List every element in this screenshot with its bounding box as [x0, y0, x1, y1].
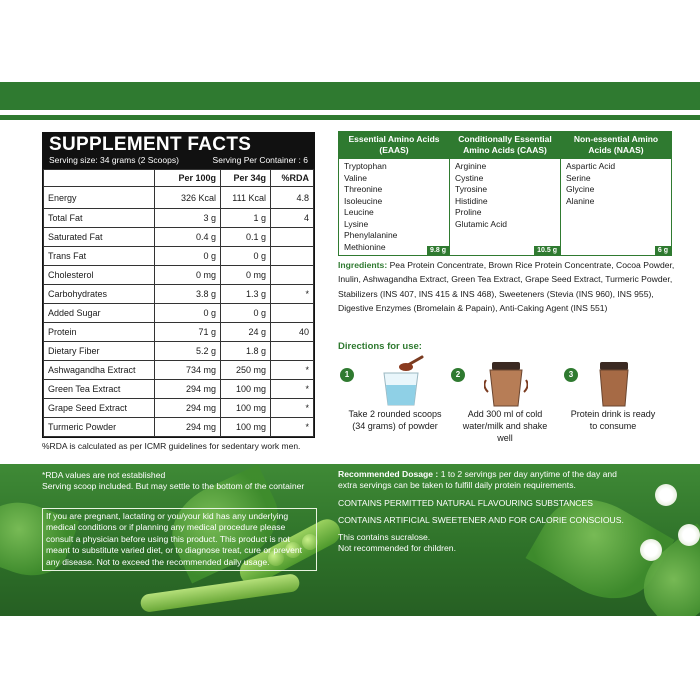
nutrition-row — [44, 209, 314, 228]
sucralose-statement: This contains sucralose. — [338, 532, 431, 543]
supplement-facts-header — [43, 133, 314, 169]
dosage-section — [338, 469, 638, 555]
supplement-facts-panel — [42, 132, 315, 438]
nutrient-name: Grape Seed Extract — [44, 399, 155, 418]
amino-acid-column — [339, 132, 450, 255]
rda-value: * — [271, 418, 314, 437]
amino-acid-item: Arginine — [455, 161, 487, 171]
amino-acid-list — [450, 159, 560, 232]
nutrient-name: Total Fat — [44, 209, 155, 228]
amino-acid-amount-badge: 6 g — [655, 246, 671, 255]
column-header — [44, 170, 155, 187]
recommended-dosage — [338, 469, 638, 492]
amino-acid-item: Lysine — [344, 218, 369, 229]
flavouring-statement: CONTAINS PERMITTED NATURAL FLAVOURING SUBSTANCES — [338, 497, 593, 508]
serving-size: Serving size: 34 grams (2 Scoops) — [49, 155, 179, 165]
per-100g-value: 3 g — [155, 209, 221, 228]
per-34g-value: 0 g — [221, 304, 271, 323]
per-34g-value: 0 mg — [221, 266, 271, 285]
nutrition-row — [44, 418, 314, 437]
column-header: Per 100g — [155, 170, 221, 187]
rda-calculation-note: %RDA is calculated as per ICMR guidelines for sedentary work men. — [42, 441, 301, 451]
amino-acid-item: Glutamic Acid — [455, 218, 507, 229]
directions-title: Directions for use: — [338, 341, 422, 352]
rda-value — [271, 304, 314, 323]
nutrition-row — [44, 399, 314, 418]
nutrition-row — [44, 285, 314, 304]
nutrition-row — [44, 380, 314, 399]
column-header: Per 34g — [221, 170, 271, 187]
column-header: %RDA — [271, 170, 314, 187]
per-34g-value: 1 g — [221, 209, 271, 228]
nutrition-row — [44, 266, 314, 285]
nutrition-row — [44, 228, 314, 247]
amino-acid-list — [339, 159, 449, 255]
per-100g-value: 734 mg — [155, 361, 221, 380]
usage-notes — [42, 470, 317, 493]
nutrient-name: Dietary Fiber — [44, 342, 155, 361]
serving-info — [49, 155, 308, 166]
ingredients-text: Pea Protein Concentrate, Brown Rice Protein Concentrate, Cocoa Powder, Inulin, Ashwagandha Extract, Green Tea Extract, Grape Seed Extract, Turmeric Powder, Stabilizers (INS 407, INS 415 & INS 468), Sweeteners (Stevia (INS 960), INS 955), Digestive Enzymes (Bromelain & Papain), Anti-Caking Agent (INS 551) — [338, 260, 675, 313]
amino-acid-item: Leucine — [344, 207, 374, 217]
rda-value — [271, 266, 314, 285]
thin-green-stripe — [0, 115, 700, 120]
per-100g-value: 71 g — [155, 323, 221, 342]
amino-acid-item: Isoleucine — [344, 195, 383, 206]
per-34g-value: 111 Kcal — [221, 187, 271, 209]
supplement-facts-title: SUPPLEMENT FACTS — [49, 134, 252, 155]
nutrition-row — [44, 342, 314, 361]
nutrition-row — [44, 361, 314, 380]
amino-acid-item: Glycine — [566, 184, 595, 194]
servings-per-container: Serving Per Container : 6 — [212, 155, 308, 165]
per-34g-value: 0 g — [221, 247, 271, 266]
children-warning: Not recommended for children. — [338, 543, 456, 554]
scoop-into-glass-icon — [378, 355, 428, 407]
rda-value — [271, 342, 314, 361]
per-100g-value: 5.2 g — [155, 342, 221, 361]
per-100g-value: 294 mg — [155, 399, 221, 418]
per-34g-value: 100 mg — [221, 380, 271, 399]
nutrient-name: Saturated Fat — [44, 228, 155, 247]
amino-acid-header: Essential Amino Acids (EAAS) — [339, 132, 449, 159]
protein-drink-icon — [594, 358, 634, 408]
amino-acid-item: Aspartic Acid — [566, 161, 616, 171]
per-100g-value: 326 Kcal — [155, 187, 221, 209]
amino-acid-item: Cystine — [455, 172, 484, 183]
dosage-label: Recommended Dosage : — [338, 469, 439, 479]
rda-value — [271, 228, 314, 247]
per-34g-value: 0.1 g — [221, 228, 271, 247]
pea-flower-decoration — [655, 484, 677, 506]
amino-acid-item: Tryptophan — [344, 161, 387, 171]
amino-acid-list — [561, 159, 671, 209]
sweetener-statement: CONTAINS ARTIFICIAL SWEETENER AND FOR CALORIE CONSCIOUS. — [338, 514, 624, 525]
nutrient-name: Carbohydrates — [44, 285, 155, 304]
amino-acid-item: Histidine — [455, 195, 488, 206]
pea-pod-decoration — [140, 573, 301, 613]
amino-acid-amount-badge: 9.8 g — [427, 246, 449, 255]
amino-acid-item: Alanine — [566, 195, 595, 206]
rda-value — [271, 247, 314, 266]
amino-acid-item: Tyrosine — [455, 184, 488, 194]
per-100g-value: 0 mg — [155, 266, 221, 285]
per-100g-value: 294 mg — [155, 380, 221, 399]
rda-value: * — [271, 285, 314, 304]
per-34g-value: 250 mg — [221, 361, 271, 380]
amino-acid-table — [338, 131, 672, 256]
nutrition-row — [44, 187, 314, 209]
shaker-icon — [484, 358, 528, 408]
per-100g-value: 3.8 g — [155, 285, 221, 304]
amino-acid-header: Non-essential Amino Acids (NAAS) — [561, 132, 671, 159]
per-34g-value: 1.3 g — [221, 285, 271, 304]
nutrient-name: Green Tea Extract — [44, 380, 155, 399]
per-34g-value: 100 mg — [221, 399, 271, 418]
per-100g-value: 294 mg — [155, 418, 221, 437]
per-100g-value: 0 g — [155, 304, 221, 323]
per-34g-value: 24 g — [221, 323, 271, 342]
rda-value: 40 — [271, 323, 314, 342]
step-text: Add 300 ml of cold water/milk and shake well — [462, 409, 548, 443]
per-100g-value: 0.4 g — [155, 228, 221, 247]
nutrient-name: Ashwagandha Extract — [44, 361, 155, 380]
rda-value: * — [271, 399, 314, 418]
rda-value: 4.8 — [271, 187, 314, 209]
nutrition-table — [43, 169, 314, 437]
nutrition-row — [44, 247, 314, 266]
amino-acid-amount-badge: 10.5 g — [534, 246, 560, 255]
per-34g-value: 1.8 g — [221, 342, 271, 361]
nutrition-table-header-row — [44, 170, 314, 187]
ingredients-section — [338, 258, 683, 315]
step-text: Take 2 rounded scoops (34 grams) of powder — [348, 409, 442, 431]
step-number: 3 — [564, 368, 578, 382]
amino-acid-item: Phenylalanine — [344, 230, 398, 240]
nutrient-name: Turmeric Powder — [44, 418, 155, 437]
amino-acid-header: Conditionally Essential Amino Acids (CAAS) — [450, 132, 560, 159]
amino-acid-item: Threonine — [344, 184, 383, 194]
rda-value: 4 — [271, 209, 314, 228]
top-green-band — [0, 82, 700, 110]
rda-not-established-note: *RDA values are not established — [42, 470, 166, 480]
nutrient-name: Added Sugar — [44, 304, 155, 323]
medical-warning-box: If you are pregnant, lactating or you/your kid has any underlying medical conditions or if planning any medical procedure please consult a physician before using this product. This product is not meant to substitute varied diet, or to diagnose treat, cure or prevent any disease. Not to exceed the recommended daily usage. — [42, 508, 317, 571]
nutrient-name: Trans Fat — [44, 247, 155, 266]
amino-acid-item: Proline — [455, 207, 482, 217]
amino-acid-item: Methionine — [344, 241, 386, 252]
amino-acid-item: Serine — [566, 172, 591, 183]
pea-flower-decoration — [640, 539, 662, 561]
nutrition-row — [44, 304, 314, 323]
dosage-text: 1 to 2 servings per day anytime of the day and extra servings can be taken to fulfill daily protein requirements. — [338, 469, 617, 491]
nutrient-name: Energy — [44, 187, 155, 209]
nutrient-name: Cholesterol — [44, 266, 155, 285]
per-100g-value: 0 g — [155, 247, 221, 266]
nutrition-row — [44, 323, 314, 342]
rda-value: * — [271, 361, 314, 380]
rda-value: * — [271, 380, 314, 399]
amino-acid-item: Valine — [344, 172, 367, 183]
per-34g-value: 100 mg — [221, 418, 271, 437]
step-number: 1 — [340, 368, 354, 382]
serving-scoop-note: Serving scoop included. But may settle to the bottom of the container — [42, 481, 305, 492]
pea-flower-decoration — [678, 524, 700, 546]
step-number: 2 — [451, 368, 465, 382]
step-text: Protein drink is ready to consume — [570, 409, 656, 431]
amino-acid-column — [561, 132, 671, 255]
amino-acid-column — [450, 132, 561, 255]
ingredients-label: Ingredients: — [338, 260, 388, 270]
nutrient-name: Protein — [44, 323, 155, 342]
